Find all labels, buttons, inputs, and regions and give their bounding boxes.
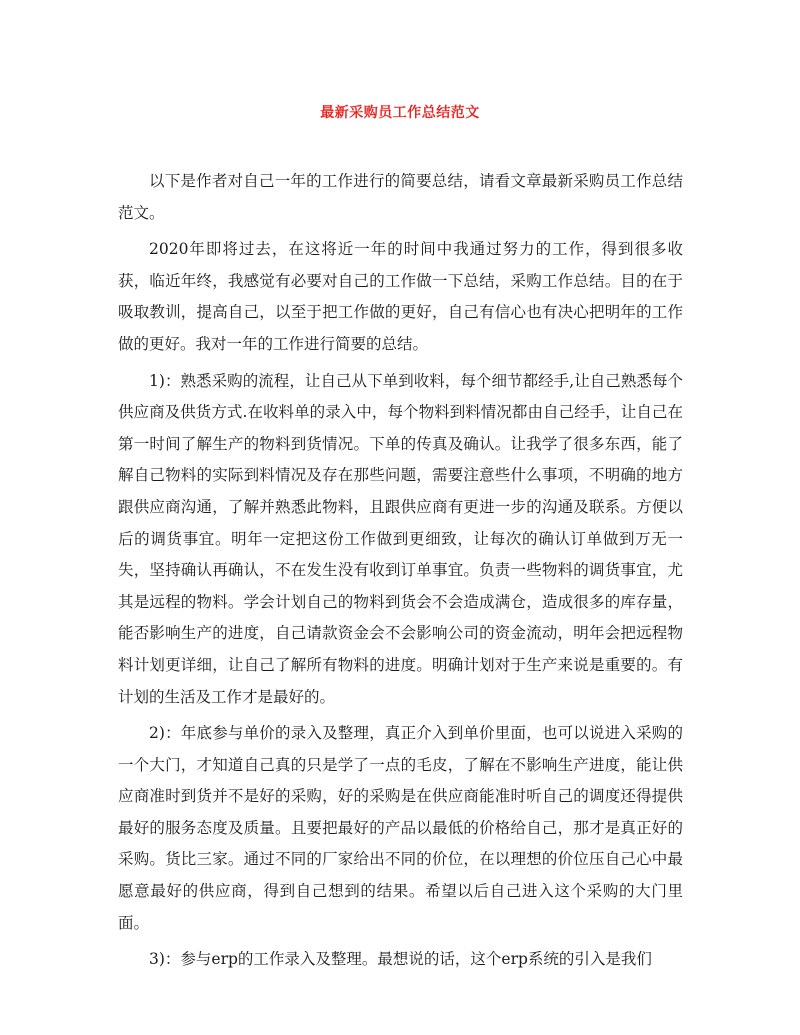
paragraph-intro: 以下是作者对自己一年的工作进行的简要总结，请看文章最新采购员工作总结范文。 (118, 172, 683, 222)
paragraph-overview: 2020年即将过去，在这将近一年的时间中我通过努力的工作，得到很多收获，临近年终，我感觉有必要对自己的工作做一下总结，采购工作总结。目的在于吸取教训，提高自己，以至于把工作做的更好，自己有信心也有决心把明年的工作做的更好。我对一年的工作进行简要的总结。 (118, 240, 683, 353)
paragraph-item-1: 1)：熟悉采购的流程，让自己从下单到收料，每个细节都经手,让自己熟悉每个供应商及供货方式.在收料单的录入中，每个物料到料情况都由自己经手，让自己在第一时间了解生产的物料到货情况。下单的传真及确认。让我学了很多东西，能了解自己物料的实际到料情况及存在那些问题，需要注意些什么事项，不明确的地方跟供应商沟通，了解并熟悉此物料，且跟供应商有更进一步的沟通及联系。方便以后的调货事宜。明年一定把这份工作做到更细致，让每次的确认订单做到万无一失，坚持确认再确认，不在发生没有收到订单事宜。负责一些物料的调货事宜，尤其是远程的物料。学会计划自己的物料到货会不会造成满仓，造成很多的库存量，能否影响生产的进度，自己请款资金会不会影响公司的资金流动，明年会把远程物料计划更详细，让自己了解所有物料的进度。明确计划对于生产来说是重要的。有计划的生活及工作才是最好的。 (118, 371, 683, 706)
paragraph-item-3: 3)：参与erp的工作录入及整理。最想说的话，这个erp系统的引入是我们 (149, 950, 652, 969)
paragraph-item-2: 2)：年底参与单价的录入及整理，真正介入到单价里面，也可以说进入采购的一个大门，才知道自己真的只是学了一点的毛皮，了解在不影响生产进度，能让供应商准时到货并不是好的采购，好的采购是在供应商能准时听自己的调度还得提供最好的服务态度及质量。且要把最好的产品以最低的价格给自己，那才是真正好的采购。货比三家。通过不同的厂家给出不同的价位，在以理想的价位压自己心中最愿意最好的供应商，得到自己想到的结果。希望以后自己进入这个采购的大门里面。 (118, 724, 683, 932)
document-body (118, 166, 683, 981)
document-title: 最新采购员工作总结范文 (320, 105, 480, 121)
